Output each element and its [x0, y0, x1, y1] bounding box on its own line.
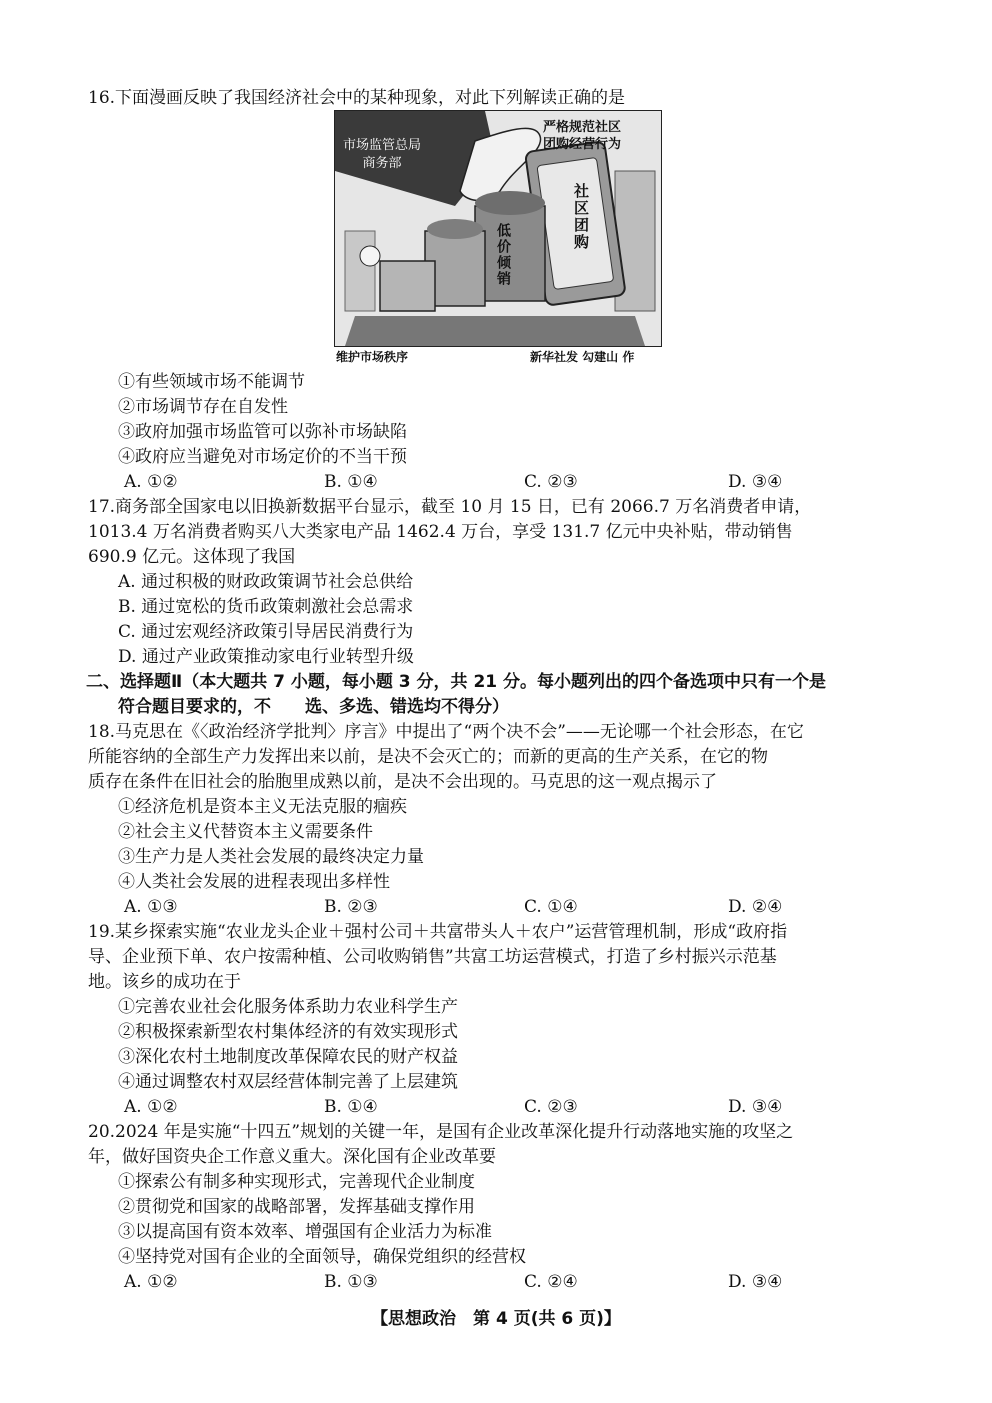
- q16-option-b[interactable]: B. ①④: [324, 472, 378, 492]
- q16-option-a[interactable]: A. ①②: [124, 472, 178, 492]
- cartoon-caption-right: 新华社发 勾建山 作: [530, 350, 635, 364]
- q17-option-c[interactable]: C. 通过宏观经济政策引导居民消费行为: [118, 622, 414, 642]
- section2-heading-line-1: 二、选择题Ⅱ（本大题共 7 小题，每小题 3 分，共 21 分。每小题列出的四个备选项中只有一个是: [86, 672, 827, 692]
- q19-item-1: ①完善农业社会化服务体系助力农业科学生产: [118, 997, 458, 1017]
- q20-item-4: ④坚持党对国有企业的全面领导，确保党组织的经营权: [118, 1247, 526, 1267]
- q18-stem-line-1: 18.马克思在《〈政治经济学批判〉序言》中提出了“两个决不会”——无论哪一个社会形态，在它: [88, 722, 804, 742]
- q19-option-b[interactable]: B. ①④: [324, 1097, 378, 1117]
- q18-stem-line-2: 所能容纳的全部生产力发挥出来以前，是决不会灭亡的；而新的更高的生产关系，在它的物: [88, 747, 768, 767]
- q18-option-a[interactable]: A. ①③: [124, 897, 178, 917]
- q18-item-1: ①经济危机是资本主义无法克服的痼疾: [118, 797, 407, 817]
- q17-stem-line-2: 1013.4 万名消费者购买八大类家电产品 1462.4 万台，享受 131.7 亿元中央补贴，带动销售: [88, 522, 793, 542]
- q18-item-3: ③生产力是人类社会发展的最终决定力量: [118, 847, 424, 867]
- q20-option-a[interactable]: A. ①②: [124, 1272, 178, 1292]
- q20-option-b[interactable]: B. ①③: [324, 1272, 378, 1292]
- q19-option-a[interactable]: A. ①②: [124, 1097, 178, 1117]
- q18-option-d[interactable]: D. ②④: [728, 897, 783, 917]
- q17-option-b[interactable]: B. 通过宽松的货币政策刺激社会总需求: [118, 597, 414, 617]
- cartoon-label-box: 低价倾销: [495, 223, 511, 287]
- q19-item-2: ②积极探索新型农村集体经济的有效实现形式: [118, 1022, 458, 1042]
- q20-option-c[interactable]: C. ②④: [524, 1272, 578, 1292]
- q20-item-1: ①探索公有制多种实现形式，完善现代企业制度: [118, 1172, 475, 1192]
- q16-stem: 16.下面漫画反映了我国经济社会中的某种现象，对此下列解读正确的是: [88, 88, 626, 108]
- cartoon-label-phone: 社区团购: [572, 183, 590, 251]
- q17-option-a[interactable]: A. 通过积极的财政政策调节社会总供给: [118, 572, 414, 592]
- q19-option-d[interactable]: D. ③④: [728, 1097, 783, 1117]
- cartoon-caption-left: 维护市场秩序: [336, 350, 409, 364]
- q20-option-d[interactable]: D. ③④: [728, 1272, 783, 1292]
- q19-item-4: ④通过调整农村双层经营体制完善了上层建筑: [118, 1072, 458, 1092]
- cartoon-label-right: 严格规范社区 团购经营行为: [543, 120, 622, 152]
- q20-item-2: ②贯彻党和国家的战略部署，发挥基础支撑作用: [118, 1197, 475, 1217]
- q20-stem-line-1: 20.2024 年是实施“十四五”规划的关键一年，是国有企业改革深化提升行动落地实施的攻坚之: [88, 1122, 794, 1142]
- cartoon-label-left: 市场监管总局 商务部: [343, 138, 422, 171]
- q19-item-3: ③深化农村土地制度改革保障农民的财产权益: [118, 1047, 458, 1067]
- q19-stem-line-1: 19.某乡探索实施“农业龙头企业＋强村公司＋共富带头人＋农户”运营管理机制，形成“政府指: [88, 922, 788, 942]
- q18-stem-line-3: 质存在条件在旧社会的胎胞里成熟以前，是决不会出现的。马克思的这一观点揭示了: [88, 772, 717, 792]
- q16-option-c[interactable]: C. ②③: [524, 472, 578, 492]
- q16-item-1: ①有些领域市场不能调节: [118, 372, 305, 392]
- q18-item-2: ②社会主义代替资本主义需要条件: [118, 822, 373, 842]
- q18-option-b[interactable]: B. ②③: [324, 897, 378, 917]
- q16-item-2: ②市场调节存在自发性: [118, 397, 288, 417]
- q19-stem-line-3: 地。该乡的成功在于: [88, 972, 241, 992]
- q17-option-d[interactable]: D. 通过产业政策推动家电行业转型升级: [118, 647, 414, 667]
- q16-item-4: ④政府应当避免对市场定价的不当干预: [118, 447, 407, 467]
- q20-stem-line-2: 年，做好国资央企工作意义重大。深化国有企业改革要: [88, 1147, 496, 1167]
- page-footer: 【思想政治 第 4 页(共 6 页)】: [371, 1309, 621, 1329]
- q16-cartoon: [334, 110, 662, 347]
- q16-item-3: ③政府加强市场监管可以弥补市场缺陷: [118, 422, 407, 442]
- q19-option-c[interactable]: C. ②③: [524, 1097, 578, 1117]
- q18-option-c[interactable]: C. ①④: [524, 897, 578, 917]
- q16-option-d[interactable]: D. ③④: [728, 472, 783, 492]
- q18-item-4: ④人类社会发展的进程表现出多样性: [118, 872, 390, 892]
- q17-stem-line-1: 17.商务部全国家电以旧换新数据平台显示，截至 10 月 15 日，已有 2066.7 万名消费者申请，: [88, 497, 812, 517]
- q20-item-3: ③以提高国有资本效率、增强国有企业活力为标准: [118, 1222, 492, 1242]
- section2-heading-line-2: 符合题目要求的，不 选、多选、错选均不得分）: [118, 697, 509, 717]
- q17-stem-line-3: 690.9 亿元。这体现了我国: [88, 547, 296, 567]
- q19-stem-line-2: 导、企业预下单、农户按需种植、公司收购销售”共富工坊运营模式，打造了乡村振兴示范基: [88, 947, 777, 967]
